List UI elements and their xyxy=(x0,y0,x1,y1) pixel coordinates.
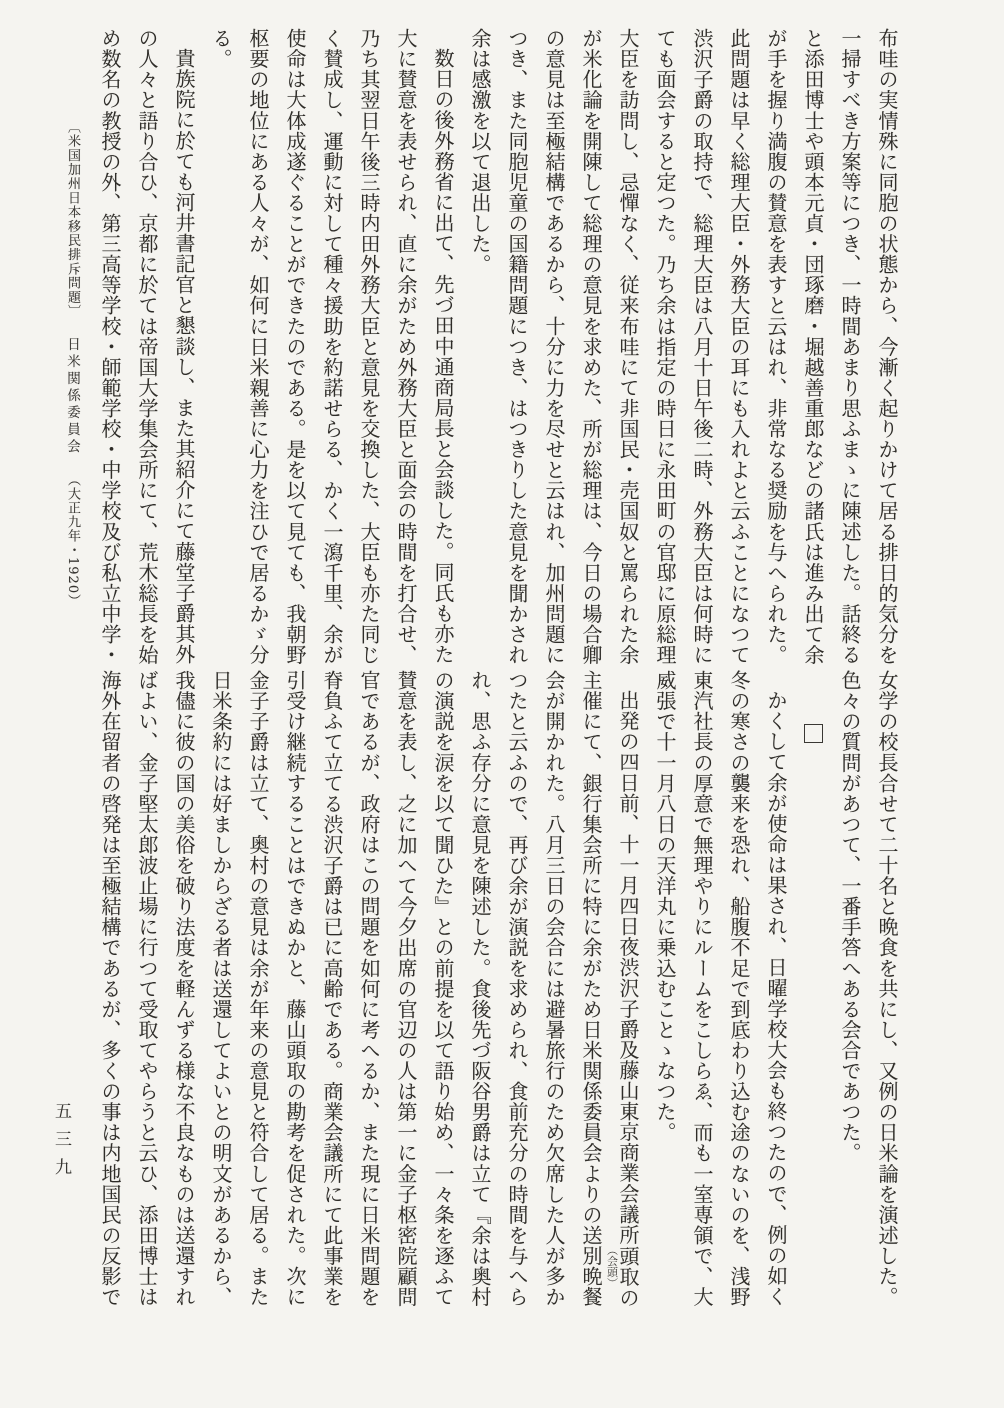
section-divider xyxy=(794,670,831,1312)
paragraph-segment-before-note: 出発の四日前、十一月四日夜渋沢子爵及藤山東京商業会議所 xyxy=(616,690,640,1245)
paragraph-house-of-peers: 貴族院に於ても河井書記官と懇談し、また其紹介にて藤堂子爵其外の人々と語り合ひ、京都に於ては帝国大学集会所にて、荒木総長を始め数名の教授の外、第三高等学校・師範学校・中学校及び私立中学・ xyxy=(98,28,196,666)
bracket-title: 〔米国加州日本移民排斥問題〕 xyxy=(65,120,80,319)
section-header xyxy=(53,28,91,670)
paragraph-hawaii-report: 布哇の実情殊に同胞の状態から、今漸く起りかけて居る排日的気分を一掃すべき方案等につき、一時間あまり思ふまゝに陳述した。話終ると添田博士や頭本元貞・団琢磨・堀越善重郎などの諸氏は進み出て余が手を握り満腹の賛意を表すと云はれ、非常なる奨励を与へられた。此問題は早く総理大臣・外務大臣の耳にも入れよと云ふことになつて渋沢子爵の取持で、総理大臣は八月十日午後二時、外務大臣は何時にても面会すると定つた。乃ち余は指定の時日に永田町の官邸に原総理大臣を訪問し、忌憚なく、従来布哇にて非国民・売国奴と罵られた余が米化論を開陳して総理の意見を求めた、所が総理は、今日の場合卿の意見は至極結構であるから、十分に力を尽せと云はれ、加州問題につき、また同胞児童の国籍問題につき、はつきりした意見を聞かされ余は感激を以て退出した。 xyxy=(468,28,899,666)
bottom-text-block xyxy=(40,670,905,1312)
paragraph-voyage-home: かくして余が使命は果され、日曜学校大会も終つたので、例の如く冬の寒さの襲来を恐れ、船腹不足で到底わり込む途のないのを、浅野東汽社長の厚意で無理やりにルームをこしらゑ、而も一室専領で、大威張で十一月八日の天洋丸に乗込むことゝなつた。 xyxy=(653,670,788,1308)
annotated-term xyxy=(605,1244,640,1289)
paragraph-segment-after-note: の主催にて、銀行集会所に特に余がため日米関係委員会よりの送別晩餐会が開かれた。八月三日の会合には避暑旅行のため欠席した人が多かつたと云ふので、再び余が演説を求められ、食前充分の時間を与へられ、思ふ存分に意見を陳述した。食後先づ阪谷男爵は立て『余は奥村の演説を涙を以て聞ひた』との前提を以て語り始め、一々条を逐ふて賛意を表し、之に加へて今夕出席の官辺の人は第一に金子枢密院顧問官であるが、政府はこの問題を如何に考へるか、また現に日米問題を脊負ふて立てる渋沢子爵は已に高齢である。商業会議所にて此事業を引受け継続することはできぬかと、藤山頭取の勘考を促された。次に金子子爵は立て、奥村の意見は余が年来の意見と符合して居る。また日米条約には好ましからざる者は送還してよいとの明文があるから、我儘に彼の国の美俗を破り法度を軽んずる様な不良なものは送還すればよい、金子堅太郎波止場に行つて受取てやらうと云ひ、添田博士は海外在留者の啓発は至極結構であるが、多くの事は内地国民の反影で xyxy=(98,670,640,1308)
committee-name: 日米関係委員会 xyxy=(64,337,80,457)
section-divider-square-icon xyxy=(804,724,823,743)
side-note: （会頭） xyxy=(605,1244,619,1289)
page-number: 五三九 xyxy=(51,1102,71,1186)
top-text-block xyxy=(40,28,905,670)
paragraph-farewell-banquet xyxy=(91,670,646,1312)
publication-date: （大正九年・1920） xyxy=(65,472,80,608)
noted-term: 頭取 xyxy=(616,1244,640,1289)
paragraph-foreign-ministry-visit: 数日の後外務省に出て、先づ田中通商局長と会談した。同氏も亦た大に賛意を表せられ、直に余がため外務大臣と面会の時間を打合せ、乃ち其翌日午後三時内田外務大臣と意見を交換した、大臣も亦た同じく賛成し、運動に対して種々援助を約諾せらる、かく一瀉千里、余が使命は大体成遂ぐることができたのである。是を以て見ても、我朝野枢要の地位にある人々が、如何に日米親善に心力を注ひで居るかゞ分る。 xyxy=(209,28,455,666)
paragraph-girls-school-dinner: 女学の校長合せて二十名と晩食を共にし、又例の日米論を演述した。色々の質問があつて、一番手答へある会合であつた。 xyxy=(838,670,899,1308)
